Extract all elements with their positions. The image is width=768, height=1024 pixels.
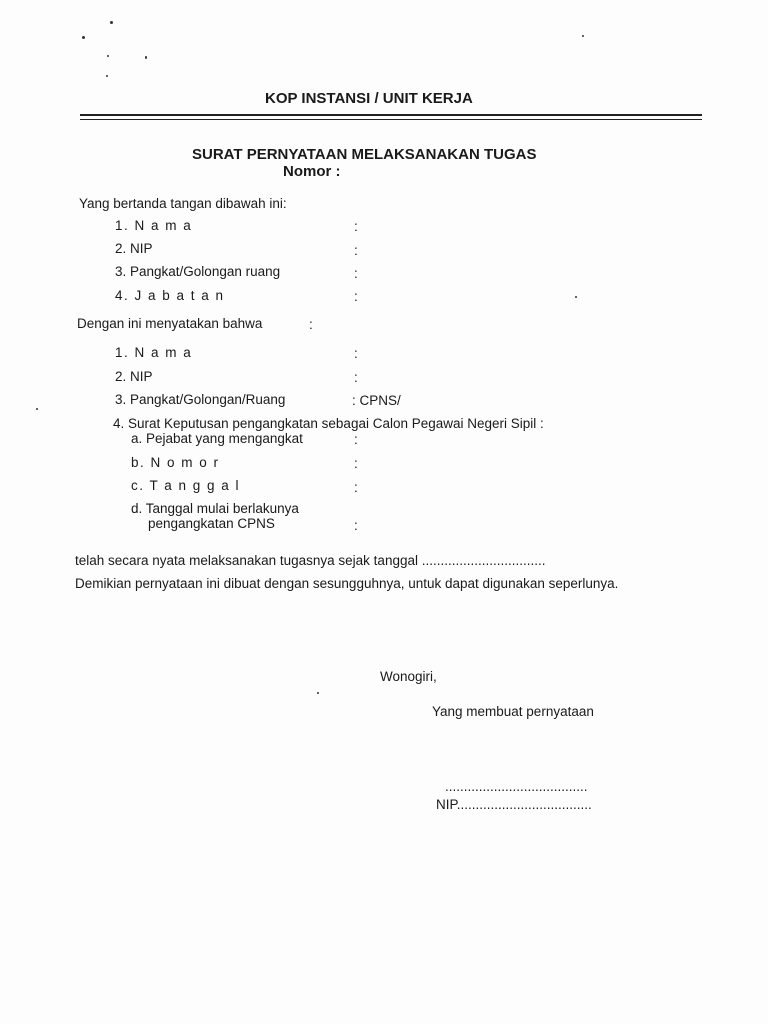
scan-speck	[575, 296, 577, 298]
scan-speck	[107, 55, 109, 57]
signer-name-label: 1. N a m a	[115, 218, 193, 233]
decree-official-colon: :	[354, 432, 358, 447]
letterhead-rule-thick	[80, 114, 702, 116]
decree-effective-date-label-cont: pengangkatan CPNS	[148, 516, 275, 531]
signature-place: Wonogiri,	[380, 669, 437, 684]
decree-effective-date-label: d. Tanggal mulai berlakunya	[131, 501, 299, 516]
letter-title: SURAT PERNYATAAN MELAKSANAKAN TUGAS	[192, 146, 537, 163]
signature-maker: Yang membuat pernyataan	[432, 704, 594, 719]
subject-decree-label: 4. Surat Keputusan pengangkatan sebagai Calon Pegawai Negeri Sipil :	[113, 416, 544, 431]
scan-speck	[582, 35, 584, 37]
signer-rank-colon: :	[354, 266, 358, 281]
decree-official-label: a. Pejabat yang mengangkat	[131, 431, 303, 446]
scan-speck	[82, 36, 85, 39]
subject-rank-value: : CPNS/	[352, 393, 401, 408]
signer-position-colon: :	[354, 289, 358, 304]
letterhead-title: KOP INSTANSI / UNIT KERJA	[265, 90, 473, 107]
scan-speck	[36, 408, 38, 410]
signer-rank-label: 3. Pangkat/Golongan ruang	[115, 264, 281, 279]
letterhead-rule-thin	[80, 119, 702, 120]
decree-number-colon: :	[354, 456, 358, 471]
subject-intro: Dengan ini menyatakan bahwa	[77, 316, 263, 331]
closing-declaration: Demikian pernyataan ini dibuat dengan sesungguhnya, untuk dapat digunakan seperlunya.	[75, 576, 619, 591]
scan-speck	[145, 56, 147, 59]
subject-intro-colon: :	[309, 317, 313, 332]
decree-effective-date-colon: :	[354, 518, 358, 533]
closing-statement: telah secara nyata melaksanakan tugasnya sejak tanggal .................................	[75, 553, 546, 568]
subject-nip-colon: :	[354, 370, 358, 385]
signer-name-colon: :	[354, 219, 358, 234]
subject-nip-label: 2. NIP	[115, 369, 153, 384]
scan-speck	[317, 692, 319, 694]
signer-nip-colon: :	[354, 243, 358, 258]
signer-intro: Yang bertanda tangan dibawah ini:	[79, 196, 287, 211]
subject-name-colon: :	[354, 346, 358, 361]
decree-number-label: b. N o m o r	[131, 455, 220, 470]
signature-name-line: ......................................	[445, 779, 588, 794]
scan-speck	[106, 75, 108, 77]
subject-name-label: 1. N a m a	[115, 345, 193, 360]
decree-date-label: c. T a n g g a l	[131, 478, 241, 493]
decree-date-colon: :	[354, 480, 358, 495]
letter-number-label: Nomor :	[283, 163, 341, 180]
signer-nip-label: 2. NIP	[115, 241, 153, 256]
subject-rank-label: 3. Pangkat/Golongan/Ruang	[115, 392, 286, 407]
signer-position-label: 4. J a b a t a n	[115, 288, 225, 303]
signature-nip-line: NIP....................................	[436, 797, 592, 812]
scan-speck	[110, 21, 113, 24]
